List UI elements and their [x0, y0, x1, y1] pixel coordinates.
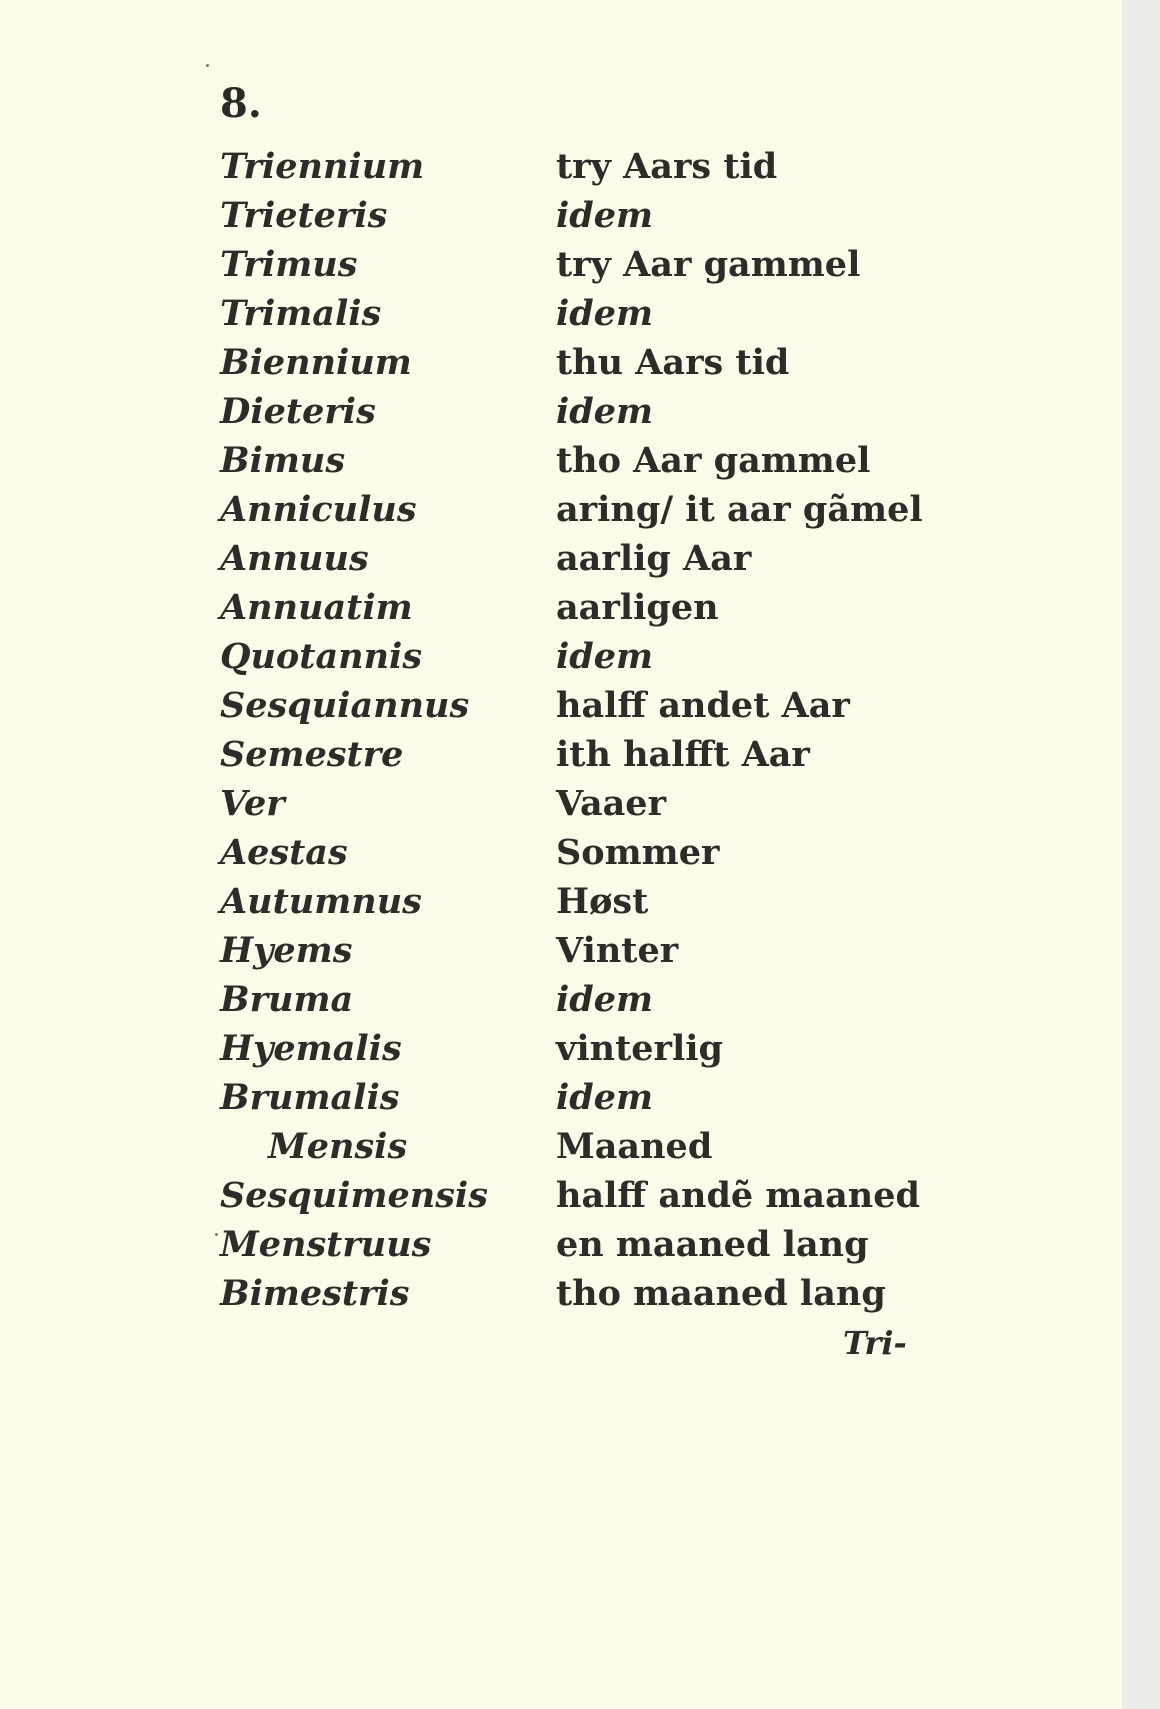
latin-term: Triennium	[220, 146, 425, 187]
glossary-row	[0, 1122, 1122, 1171]
danish-translation: halff andet Aar	[556, 685, 850, 726]
glossary-row	[0, 975, 1122, 1024]
latin-term: Mensis	[268, 1126, 408, 1167]
glossary-row	[0, 681, 1122, 730]
danish-translation: Sommer	[556, 832, 720, 873]
glossary-row	[0, 730, 1122, 779]
danish-translation: idem	[556, 195, 654, 236]
glossary-row	[0, 1220, 1122, 1269]
latin-term: Quotannis	[220, 636, 423, 677]
danish-translation: idem	[556, 391, 654, 432]
danish-translation: idem	[556, 293, 654, 334]
latin-term: Sesquimensis	[220, 1175, 488, 1216]
danish-translation: Vaaer	[556, 783, 667, 824]
danish-translation: ith halfft Aar	[556, 734, 810, 775]
glossary-row	[0, 191, 1122, 240]
danish-translation: Høst	[556, 881, 649, 922]
glossary-entries	[0, 142, 1122, 1318]
latin-term: Hyemalis	[220, 1028, 402, 1069]
scan-margin	[1122, 0, 1160, 1709]
glossary-row	[0, 926, 1122, 975]
latin-term: Annuus	[220, 538, 369, 579]
glossary-row	[0, 289, 1122, 338]
page-number: 8.	[220, 80, 262, 127]
latin-term: Brumalis	[220, 1077, 400, 1118]
glossary-row	[0, 1269, 1122, 1318]
glossary-row	[0, 142, 1122, 191]
danish-translation: aarlig Aar	[556, 538, 752, 579]
danish-translation: aarligen	[556, 587, 719, 628]
danish-translation: Vinter	[556, 930, 679, 971]
latin-term: Menstruus	[220, 1224, 432, 1265]
latin-term: Semestre	[220, 734, 404, 775]
latin-term: Autumnus	[220, 881, 422, 922]
danish-translation: thu Aars tid	[556, 342, 790, 383]
latin-term: Anniculus	[220, 489, 417, 530]
danish-translation: en maaned lang	[556, 1224, 869, 1265]
glossary-row	[0, 338, 1122, 387]
glossary-row	[0, 632, 1122, 681]
glossary-row	[0, 485, 1122, 534]
danish-translation: idem	[556, 979, 654, 1020]
latin-term: Trieteris	[220, 195, 388, 236]
glossary-row	[0, 436, 1122, 485]
danish-translation: vinterlig	[556, 1028, 724, 1069]
latin-term: Bimus	[220, 440, 346, 481]
glossary-row	[0, 877, 1122, 926]
latin-term: Bimestris	[220, 1273, 410, 1314]
danish-translation: halff andẽ maaned	[556, 1175, 920, 1216]
glossary-row	[0, 1171, 1122, 1220]
danish-translation: tho Aar gammel	[556, 440, 871, 481]
latin-term: Aestas	[220, 832, 348, 873]
latin-term: Bruma	[220, 979, 354, 1020]
danish-translation: aring/ it aar gãmel	[556, 489, 923, 530]
glossary-row	[0, 534, 1122, 583]
danish-translation: idem	[556, 1077, 654, 1118]
latin-term: Annuatim	[220, 587, 413, 628]
catchword: Tri-	[843, 1324, 907, 1362]
danish-translation: try Aar gammel	[556, 244, 861, 285]
latin-term: Sesquiannus	[220, 685, 470, 726]
latin-term: Ver	[220, 783, 285, 824]
glossary-row	[0, 387, 1122, 436]
glossary-row	[0, 1024, 1122, 1073]
ink-speck	[206, 64, 209, 67]
latin-term: Biennium	[220, 342, 412, 383]
danish-translation: try Aars tid	[556, 146, 778, 187]
glossary-row	[0, 240, 1122, 289]
latin-term: Trimalis	[220, 293, 382, 334]
danish-translation: tho maaned lang	[556, 1273, 886, 1314]
danish-translation: Maaned	[556, 1126, 713, 1167]
latin-term: Dieteris	[220, 391, 376, 432]
glossary-row	[0, 828, 1122, 877]
danish-translation: idem	[556, 636, 654, 677]
glossary-row	[0, 779, 1122, 828]
latin-term: Hyems	[220, 930, 353, 971]
glossary-row	[0, 1073, 1122, 1122]
latin-term: Trimus	[220, 244, 358, 285]
glossary-row	[0, 583, 1122, 632]
